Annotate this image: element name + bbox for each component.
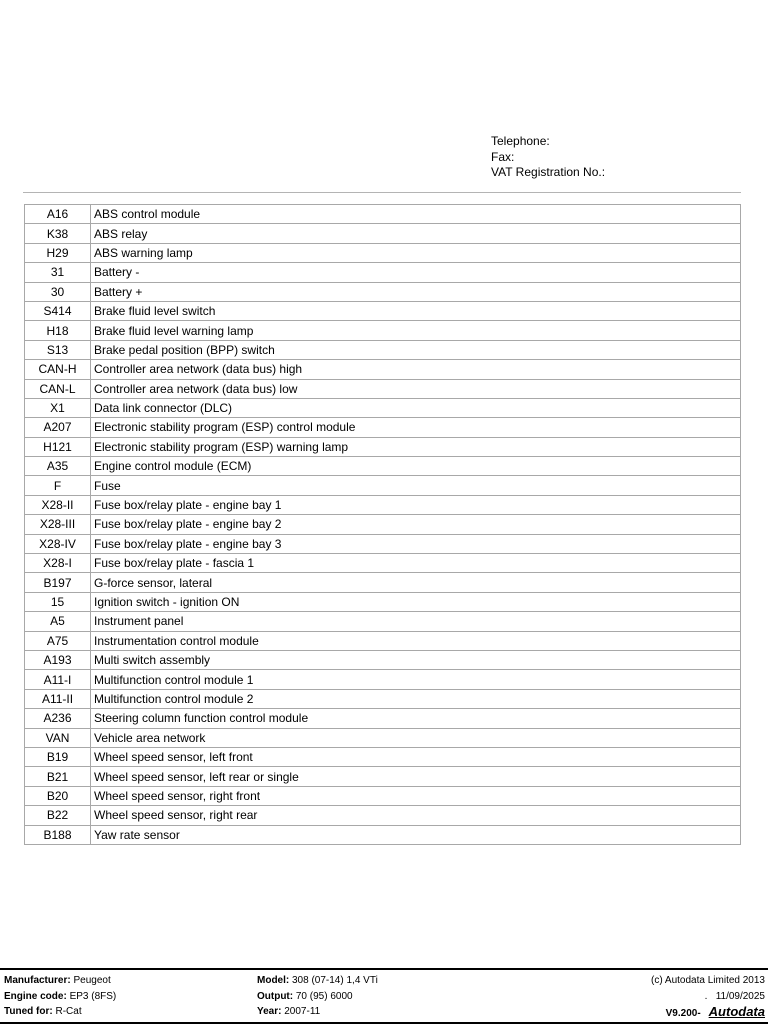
component-description: Controller area network (data bus) low [91, 379, 741, 398]
legend-row [25, 340, 741, 359]
version-text: V9.200- [665, 1008, 701, 1019]
legend-row [25, 476, 741, 495]
component-description: Steering column function control module [91, 709, 741, 728]
component-description: Brake fluid level warning lamp [91, 321, 741, 340]
output-value: 70 (95) 6000 [295, 990, 353, 1002]
component-description: Electronic stability program (ESP) warning lamp [91, 437, 741, 456]
component-code: B21 [25, 767, 91, 786]
component-description: ABS warning lamp [91, 243, 741, 262]
component-code: B19 [25, 747, 91, 766]
component-description: Brake fluid level switch [91, 301, 741, 320]
component-code: CAN-H [25, 360, 91, 379]
legend-row [25, 534, 741, 553]
legend-row [25, 282, 741, 301]
component-code: B188 [25, 825, 91, 844]
component-code: CAN-L [25, 379, 91, 398]
component-description: Controller area network (data bus) high [91, 360, 741, 379]
legend-row [25, 263, 741, 282]
component-description: Fuse box/relay plate - engine bay 3 [91, 534, 741, 553]
component-code: F [25, 476, 91, 495]
footer-model-column [257, 973, 378, 1020]
output-label: Output: [257, 990, 294, 1002]
component-description: ABS relay [91, 224, 741, 243]
legend-row [25, 709, 741, 728]
legend-row [25, 767, 741, 786]
component-code: A193 [25, 650, 91, 669]
component-code: A5 [25, 612, 91, 631]
component-description: Fuse box/relay plate - engine bay 1 [91, 495, 741, 514]
component-description: Multi switch assembly [91, 650, 741, 669]
component-code: B22 [25, 806, 91, 825]
vat-label: VAT Registration No.: [491, 165, 606, 179]
footer-copyright-column [651, 973, 765, 1022]
legend-row [25, 457, 741, 476]
tuned-for-label: Tuned for: [4, 1006, 53, 1017]
legend-row [25, 573, 741, 592]
footer-top-rule [0, 968, 768, 970]
component-code: X1 [25, 398, 91, 417]
component-description: Wheel speed sensor, left front [91, 747, 741, 766]
component-description: Ignition switch - ignition ON [91, 592, 741, 611]
engine-code-value: EP3 (8FS) [69, 990, 117, 1002]
component-code: A11-I [25, 670, 91, 689]
legend-row [25, 379, 741, 398]
component-description: Yaw rate sensor [91, 825, 741, 844]
component-description: ABS control module [91, 205, 741, 224]
legend-row [25, 806, 741, 825]
component-description: Data link connector (DLC) [91, 398, 741, 417]
legend-row [25, 398, 741, 417]
component-code: X28-IV [25, 534, 91, 553]
component-description: Brake pedal position (BPP) switch [91, 340, 741, 359]
component-description: Multifunction control module 2 [91, 689, 741, 708]
legend-row [25, 243, 741, 262]
legend-row [25, 360, 741, 379]
component-code: H29 [25, 243, 91, 262]
component-legend-table [24, 204, 741, 845]
component-code: B20 [25, 786, 91, 805]
legend-row [25, 418, 741, 437]
component-description: Electronic stability program (ESP) control module [91, 418, 741, 437]
tuned-for-value: R-Cat [55, 1006, 82, 1017]
legend-row [25, 437, 741, 456]
component-code: A236 [25, 709, 91, 728]
component-description: Wheel speed sensor, right front [91, 786, 741, 805]
component-code: S414 [25, 301, 91, 320]
component-code: 31 [25, 263, 91, 282]
copyright-text: (c) Autodata Limited 2013 [651, 975, 765, 986]
year-value: 2007-11 [284, 1006, 321, 1017]
component-code: A11-II [25, 689, 91, 708]
header-divider [23, 192, 741, 193]
year-label: Year: [257, 1006, 282, 1017]
component-code: H121 [25, 437, 91, 456]
component-description: Engine control module (ECM) [91, 457, 741, 476]
engine-code-label: Engine code: [4, 990, 67, 1002]
component-description: Fuse box/relay plate - engine bay 2 [91, 515, 741, 534]
legend-row [25, 592, 741, 611]
manufacturer-value: Peugeot [73, 975, 111, 986]
component-code: X28-III [25, 515, 91, 534]
footer [0, 968, 768, 1024]
fax-label: Fax: [491, 149, 515, 164]
component-code: A75 [25, 631, 91, 650]
legend-row [25, 650, 741, 669]
component-description: Vehicle area network [91, 728, 741, 747]
component-code: A35 [25, 457, 91, 476]
component-description: Battery + [91, 282, 741, 301]
footer-vehicle-column [4, 973, 116, 1020]
model-value: 308 (07-14) 1,4 VTi [292, 975, 378, 986]
component-description: Multifunction control module 1 [91, 670, 741, 689]
component-description: Fuse [91, 476, 741, 495]
legend-row [25, 728, 741, 747]
legend-row [25, 689, 741, 708]
component-code: X28-I [25, 554, 91, 573]
component-code: A16 [25, 205, 91, 224]
component-code: 15 [25, 592, 91, 611]
legend-row [25, 612, 741, 631]
autodata-logo: Autodata [708, 1004, 765, 1019]
legend-row [25, 224, 741, 243]
model-label: Model: [257, 975, 290, 986]
legend-row [25, 205, 741, 224]
contact-block [491, 134, 605, 181]
component-description: Fuse box/relay plate - fascia 1 [91, 554, 741, 573]
legend-body [25, 205, 741, 845]
legend-row [25, 747, 741, 766]
telephone-label: Telephone: [491, 134, 550, 148]
component-description: Wheel speed sensor, left rear or single [91, 767, 741, 786]
component-code: H18 [25, 321, 91, 340]
component-code: A207 [25, 418, 91, 437]
component-code: K38 [25, 224, 91, 243]
component-description: Wheel speed sensor, right rear [91, 806, 741, 825]
manufacturer-label: Manufacturer: [4, 975, 71, 986]
legend-row [25, 631, 741, 650]
legend-row [25, 786, 741, 805]
component-code: X28-II [25, 495, 91, 514]
date-prefix: . [704, 990, 708, 1002]
legend-row [25, 670, 741, 689]
component-description: Instrumentation control module [91, 631, 741, 650]
legend-row [25, 825, 741, 844]
component-code: VAN [25, 728, 91, 747]
legend-row [25, 554, 741, 573]
legend-row [25, 321, 741, 340]
component-description: Instrument panel [91, 612, 741, 631]
legend-row [25, 301, 741, 320]
component-description: G-force sensor, lateral [91, 573, 741, 592]
legend-row [25, 515, 741, 534]
print-date: 11/09/2025 [715, 990, 765, 1002]
component-description: Battery - [91, 263, 741, 282]
component-code: S13 [25, 340, 91, 359]
component-code: 30 [25, 282, 91, 301]
component-code: B197 [25, 573, 91, 592]
legend-row [25, 495, 741, 514]
